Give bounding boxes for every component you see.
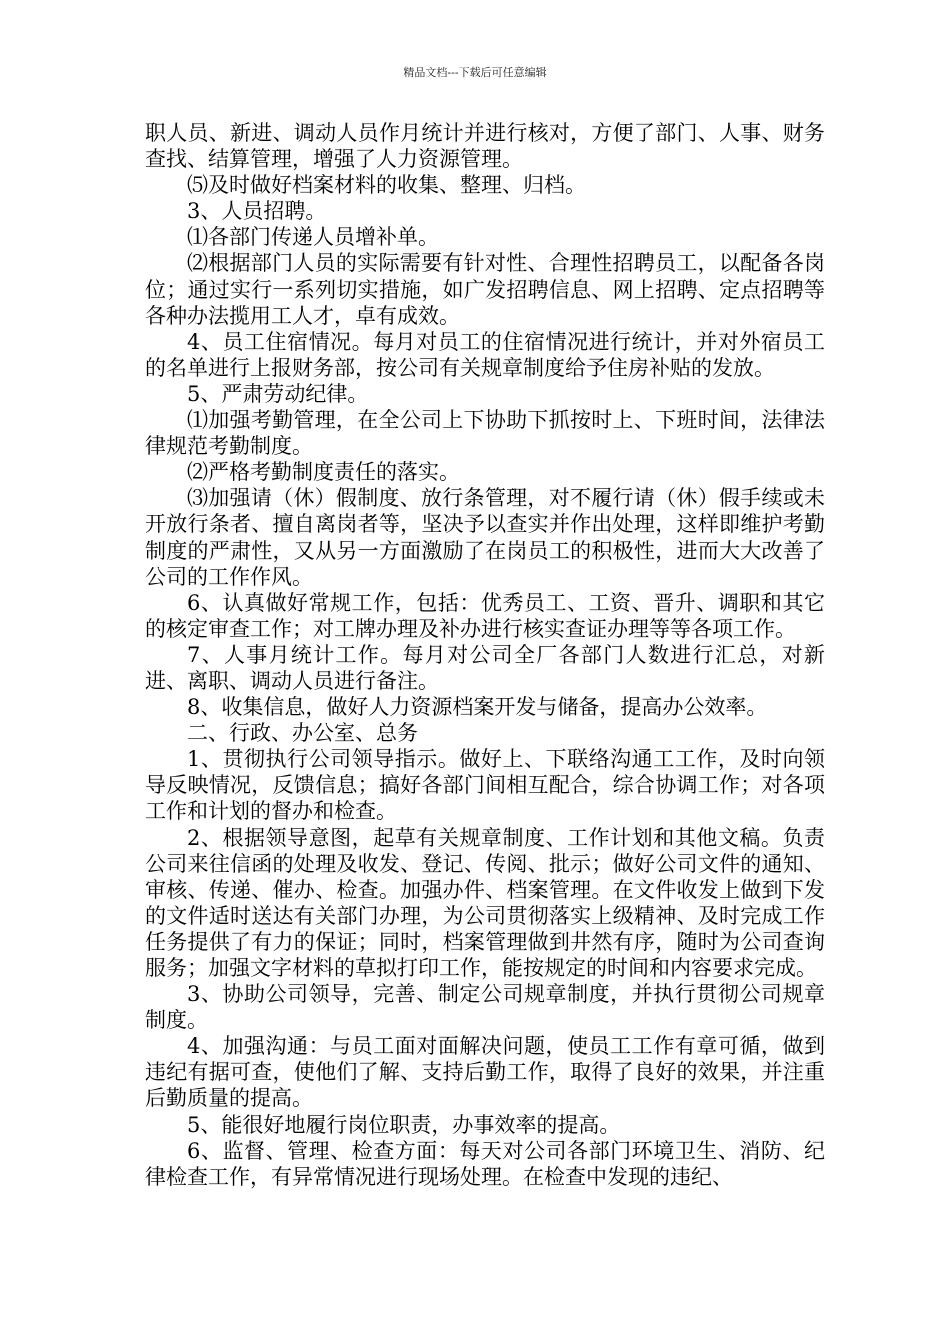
paragraph: 5、能很好地履行岗位职责，办事效率的提高。 xyxy=(187,1112,621,1137)
document-body xyxy=(145,120,825,1190)
paragraph: 4、加强沟通：与员工面对面解决问题，使员工工作有章可循，做到违纪有据可查，使他们了解、支持后勤工作，取得了良好的效果，并注重后勤质量的提高。 xyxy=(145,1034,825,1111)
paragraph: ⑴各部门传递人员增补单。 xyxy=(187,225,439,250)
paragraph-continuation: 职人员、新进、调动人员作月统计并进行核对，方便了部门、人事、财务查找、结算管理，增强了人力资源管理。 xyxy=(145,121,825,172)
section-heading: 二、行政、办公室、总务 xyxy=(187,721,418,746)
paragraph: ⑶加强请（休）假制度、放行条管理，对不履行请（休）假手续或未开放行条者、擅自离岗者等，坚决予以查实并作出处理，这样即维护考勤制度的严肃性，又从另一方面激励了在岗员工的积极性，进而大大改善了公司的工作作风。 xyxy=(145,486,825,589)
paragraph: 2、根据领导意图，起草有关规章制度、工作计划和其他文稿。负责公司来往信函的处理及收发、登记、传阅、批示；做好公司文件的通知、审核、传递、催办、检查。加强办件、档案管理。在文件收发上做到下发的文件适时送达有关部门办理，为公司贯彻落实上级精神、及时完成工作任务提供了有力的保证；同时，档案管理做到井然有序，随时为公司查询服务；加强文字材料的草拟打印工作，能按规定的时间和内容要求完成。 xyxy=(145,825,825,980)
paragraph: 6、认真做好常规工作，包括：优秀员工、工资、晋升、调职和其它的核定审查工作；对工牌办理及补办进行核实查证办理等等各项工作。 xyxy=(145,590,825,641)
paragraph: ⑵根据部门人员的实际需要有针对性、合理性招聘员工，以配备各岗位；通过实行一系列切实措施，如广发招聘信息、网上招聘、定点招聘等各种办法揽用工人才，卓有成效。 xyxy=(145,251,825,328)
paragraph: 4、员工住宿情况。每月对员工的住宿情况进行统计，并对外宿员工的名单进行上报财务部，按公司有关规章制度给予住房补贴的发放。 xyxy=(145,329,825,380)
paragraph: ⑴加强考勤管理，在全公司上下协助下抓按时上、下班时间，法律法律规范考勤制度。 xyxy=(145,408,825,459)
paragraph: ⑸及时做好档案材料的收集、整理、归档。 xyxy=(187,173,586,198)
paragraph: 8、收集信息，做好人力资源档案开发与储备，提高办公效率。 xyxy=(187,695,768,720)
paragraph: 3、协助公司领导，完善、制定公司规章制度，并执行贯彻公司规章制度。 xyxy=(145,982,825,1033)
section-heading: 3、人员招聘。 xyxy=(187,199,327,224)
section-heading: 5、严肃劳动纪律。 xyxy=(187,381,369,406)
paragraph: 7、人事月统计工作。每月对公司全厂各部门人数进行汇总，对新进、离职、调动人员进行备注。 xyxy=(145,642,825,693)
paragraph: ⑵严格考勤制度责任的落实。 xyxy=(187,460,460,485)
page-header: 精品文档---下载后可任意编辑 xyxy=(403,66,547,79)
paragraph: 6、监督、管理、检查方面：每天对公司各部门环境卫生、消防、纪律检查工作，有异常情况进行现场处理。在检查中发现的违纪、 xyxy=(145,1138,825,1189)
paragraph: 1、贯彻执行公司领导指示。做好上、下联络沟通工工作，及时向领导反映情况，反馈信息；搞好各部门间相互配合，综合协调工作；对各项工作和计划的督办和检查。 xyxy=(145,747,825,824)
